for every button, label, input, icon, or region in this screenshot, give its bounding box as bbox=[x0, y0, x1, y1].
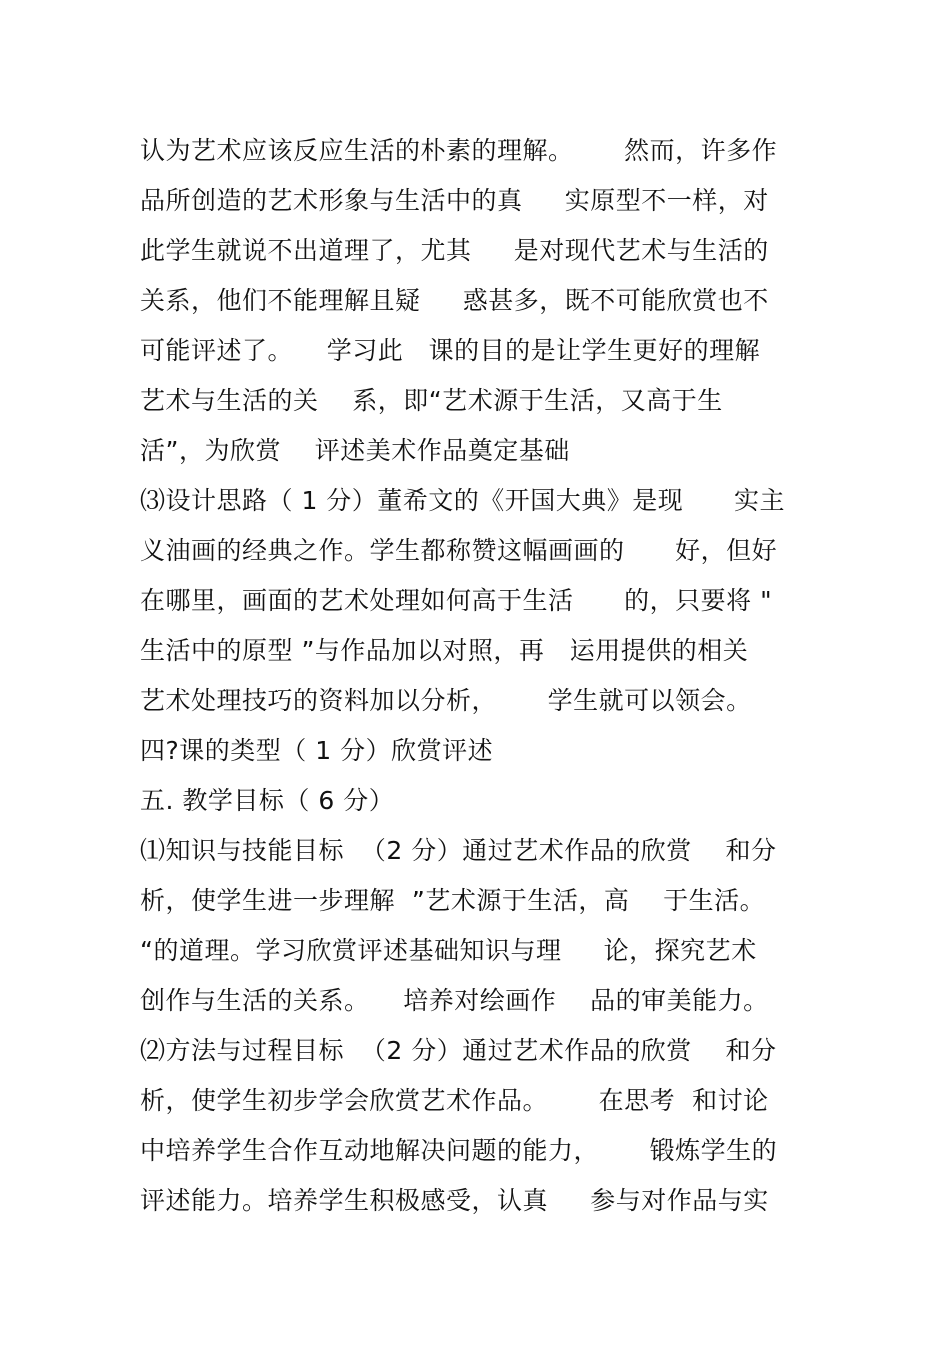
design-idea-line: ⑶设计思路（ 1 分）董希文的《开国大典》是现 实主 bbox=[140, 486, 785, 515]
text-line: “的道理。学习欣赏评述基础知识与理 论，探究艺术 bbox=[140, 936, 757, 965]
process-goal-line: ⑵方法与过程目标 （2 分）通过艺术作品的欣赏 和分 bbox=[140, 1036, 777, 1065]
text-line: 艺术与生活的关 系，即“艺术源于生活，又高于生 bbox=[140, 386, 723, 415]
text-line: 在哪里，画面的艺术处理如何高于生活 的，只要将 " bbox=[140, 586, 773, 615]
text-line: 艺术处理技巧的资料加以分析， 学生就可以领会。 bbox=[140, 686, 752, 715]
text-line: 析，使学生进一步理解 ”艺术源于生活，高 于生活。 bbox=[140, 886, 766, 915]
body-text bbox=[140, 126, 820, 1226]
text-line: 生活中的原型 ”与作品加以对照，再 运用提供的相关 bbox=[140, 636, 749, 665]
text-line: 认为艺术应该反应生活的朴素的理解。 然而，许多作 bbox=[140, 136, 778, 165]
text-line: 可能评述了。 学习此 课的目的是让学生更好的理解 bbox=[140, 336, 761, 365]
text-line: 活”，为欣赏 评述美术作品奠定基础 bbox=[140, 436, 570, 465]
text-line: 义油画的经典之作。学生都称赞这幅画画的 好，但好 bbox=[140, 536, 778, 565]
text-line: 创作与生活的关系。 培养对绘画作 品的审美能力。 bbox=[140, 986, 769, 1015]
text-line: 析，使学生初步学会欣赏艺术作品。 在思考 和讨论 bbox=[140, 1086, 769, 1115]
text-line: 评述能力。培养学生积极感受，认真 参与对作品与实 bbox=[140, 1186, 769, 1215]
text-line: 品所创造的艺术形象与生活中的真 实原型不一样，对 bbox=[140, 186, 769, 215]
text-line: 此学生就说不出道理了，尤其 是对现代艺术与生活的 bbox=[140, 236, 769, 265]
knowledge-goal-line: ⑴知识与技能目标 （2 分）通过艺术作品的欣赏 和分 bbox=[140, 836, 777, 865]
text-line: 关系，他们不能理解且疑 惑甚多，既不可能欣赏也不 bbox=[140, 286, 769, 315]
text-line: 中培养学生合作互动地解决问题的能力， 锻炼学生的 bbox=[140, 1136, 778, 1165]
lesson-type-heading: 四?课的类型（ 1 分）欣赏评述 bbox=[140, 736, 494, 765]
teaching-goals-heading: 五. 教学目标（ 6 分） bbox=[140, 786, 395, 815]
